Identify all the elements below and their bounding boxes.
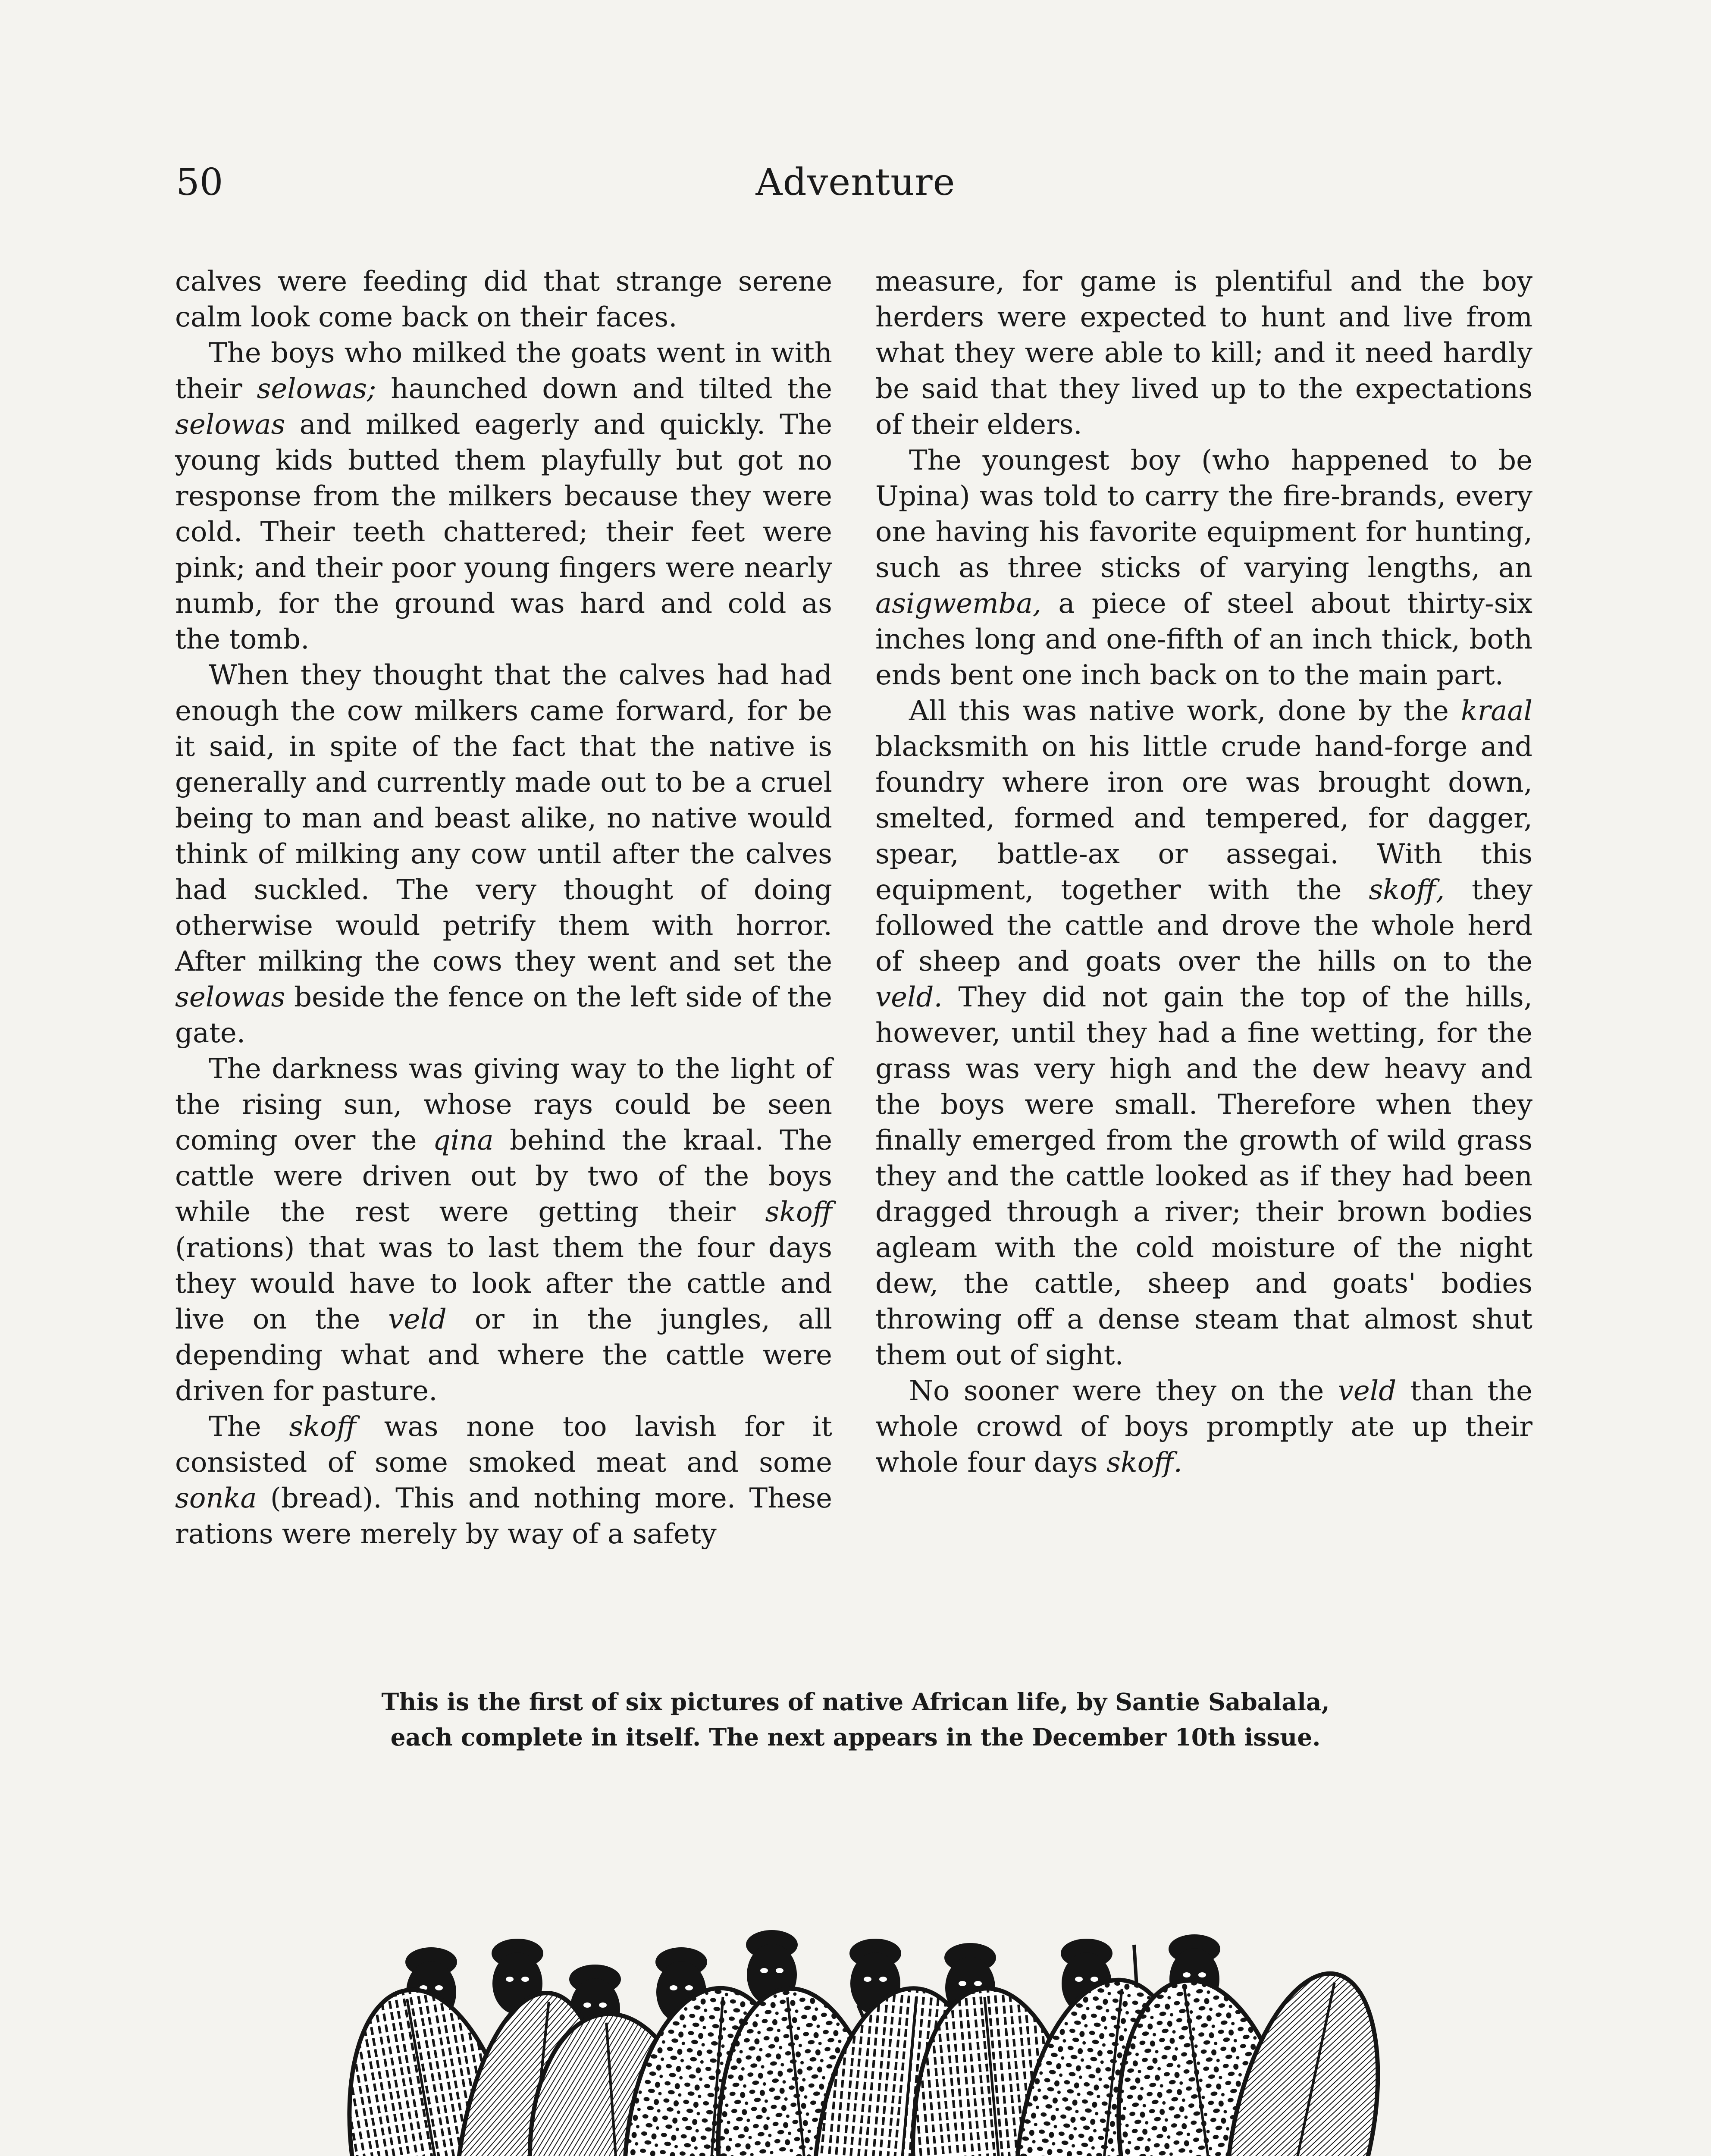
right-column (875, 264, 1532, 1481)
text-run: The boys who milked the goats went in with their (175, 337, 832, 405)
italic-term: qina (432, 1125, 494, 1156)
warriors-illustration (341, 1893, 1393, 2156)
eye (879, 1977, 887, 1982)
text-run: The darkness was giving way to the light of the rising sun, whose rays could be seen coming over the (175, 1053, 832, 1156)
text-run: calves were feeding did that strange serene calm look come back on their faces. (175, 266, 832, 333)
eye (521, 1977, 529, 1982)
italic-term: selowas (175, 409, 285, 441)
eye (974, 1981, 982, 1986)
eye (1198, 1972, 1206, 1977)
paragraph (875, 1373, 1532, 1481)
italic-term: kraal (1460, 695, 1532, 727)
text-run: blacksmith on his little crude hand-forge and foundry where iron ore was brought down, smelted, formed and tempered, for dagger, spear, battle-ax or assegai. With this equipment, together with the (875, 731, 1532, 906)
italic-term: skoff, (1369, 874, 1445, 906)
paragraph (875, 264, 1532, 443)
eye (670, 1985, 677, 1990)
text-run: No sooner were they on the (909, 1375, 1338, 1407)
italic-term: selowas; (257, 373, 376, 405)
text-run: All this was native work, done by the (909, 695, 1461, 727)
text-run: They did not gain the top of the hills, however, until they had a fine wetting, for the grass was very high and the dew heavy and the boys were small. Therefore when they finally emerged from the growth of wild grass they and the cattle looked as if they had been dragged through a river; their brown bodies agleam with the cold moisture of the night dew, the cattle, sheep and goats' bodies throwing off a dense steam that almost shut them out of sight. (875, 981, 1532, 1371)
eye (506, 1977, 514, 1982)
running-title: Adventure (755, 161, 956, 204)
paragraph (175, 264, 832, 335)
eye (776, 1968, 783, 1973)
caption (224, 1684, 1487, 1755)
eye (959, 1981, 966, 1986)
italic-term: veld. (875, 981, 943, 1013)
paragraph (875, 443, 1532, 693)
text-run: or in the jungles, all depending what and where the cattle were driven for pasture. (175, 1304, 832, 1407)
italic-term: selowas (175, 981, 285, 1013)
text-run: measure, for game is plentiful and the boy herders were expected to hunt and live from what they were able to kill; and it need hardly be said that they lived up to the expectations of their elders. (875, 266, 1532, 441)
italic-term: asigwemba, (875, 588, 1042, 620)
eye (1183, 1972, 1191, 1977)
text-run: a piece of steel about thirty-six inches long and one-fifth of an inch thick, both ends bent one inch back on to the main part. (875, 588, 1532, 691)
paragraph (175, 1409, 832, 1552)
paragraph (175, 1051, 832, 1409)
text-run: beside the fence on the left side of the gate. (175, 981, 832, 1049)
italic-term: veld (1338, 1375, 1397, 1407)
text-run: they followed the cattle and drove the whole herd of sheep and goats over the hills on to the (875, 874, 1533, 978)
eye (599, 2002, 607, 2008)
text-run: The youngest boy (who happened to be Upina) was told to carry the fire-brands, every one having his favorite equipment for hunting, such as three sticks of varying lengths, an (875, 445, 1532, 584)
text-run: The (209, 1411, 289, 1443)
eye (1075, 1977, 1083, 1982)
italic-term: veld (388, 1304, 447, 1335)
text-run: (bread). This and nothing more. These rations were merely by way of a safety (175, 1482, 832, 1550)
caption-line-2: each complete in itself. The next appears in the December 10th issue. (390, 1723, 1321, 1751)
text-run: than the whole crowd of boys promptly ate up their whole four days (875, 1375, 1532, 1479)
italic-term: skoff (765, 1196, 832, 1228)
eye (1091, 1977, 1098, 1982)
eye (760, 1968, 768, 1973)
paragraph (875, 693, 1532, 1373)
eye (685, 1985, 693, 1990)
text-run: and milked eagerly and quickly. The young kids butted them playfully but got no response from the milkers because they were cold. Their teeth chattered; their feet were pink; and their poor young fingers were nearly numb, for the ground was hard and cold as the tomb. (175, 409, 832, 655)
page-number: 50 (176, 161, 223, 204)
text-run: was none too lavish for it consisted of some smoked meat and some (175, 1411, 833, 1479)
text-run: behind the kraal. The cattle were driven out by two of the boys while the rest were getting their (175, 1125, 833, 1228)
eye (435, 1985, 443, 1990)
paragraph (175, 658, 832, 1051)
left-column (175, 264, 832, 1552)
eye (864, 1977, 871, 1982)
paragraph (175, 335, 832, 658)
caption-line-1: This is the first of six pictures of native African life, by Santie Sabalala, (381, 1688, 1330, 1716)
eye (583, 2002, 591, 2008)
text-run: haunched down and tilted the (376, 373, 832, 405)
italic-term: sonka (175, 1482, 257, 1514)
italic-term: skoff. (1106, 1447, 1182, 1479)
text-run: When they thought that the calves had had enough the cow milkers came forward, for be it said, in spite of the fact that the native is generally and currently made out to be a cruel being to man and beast alike, no native would think of milking any cow until after the calves had suckled. The very thought of doing otherwise would petrify them with horror. After milking the cows they went and set the (175, 659, 832, 978)
text-run: (rations) that was to last them the four days they would have to look after the cattle and live on the (175, 1232, 832, 1335)
italic-term: skoff (289, 1411, 356, 1443)
